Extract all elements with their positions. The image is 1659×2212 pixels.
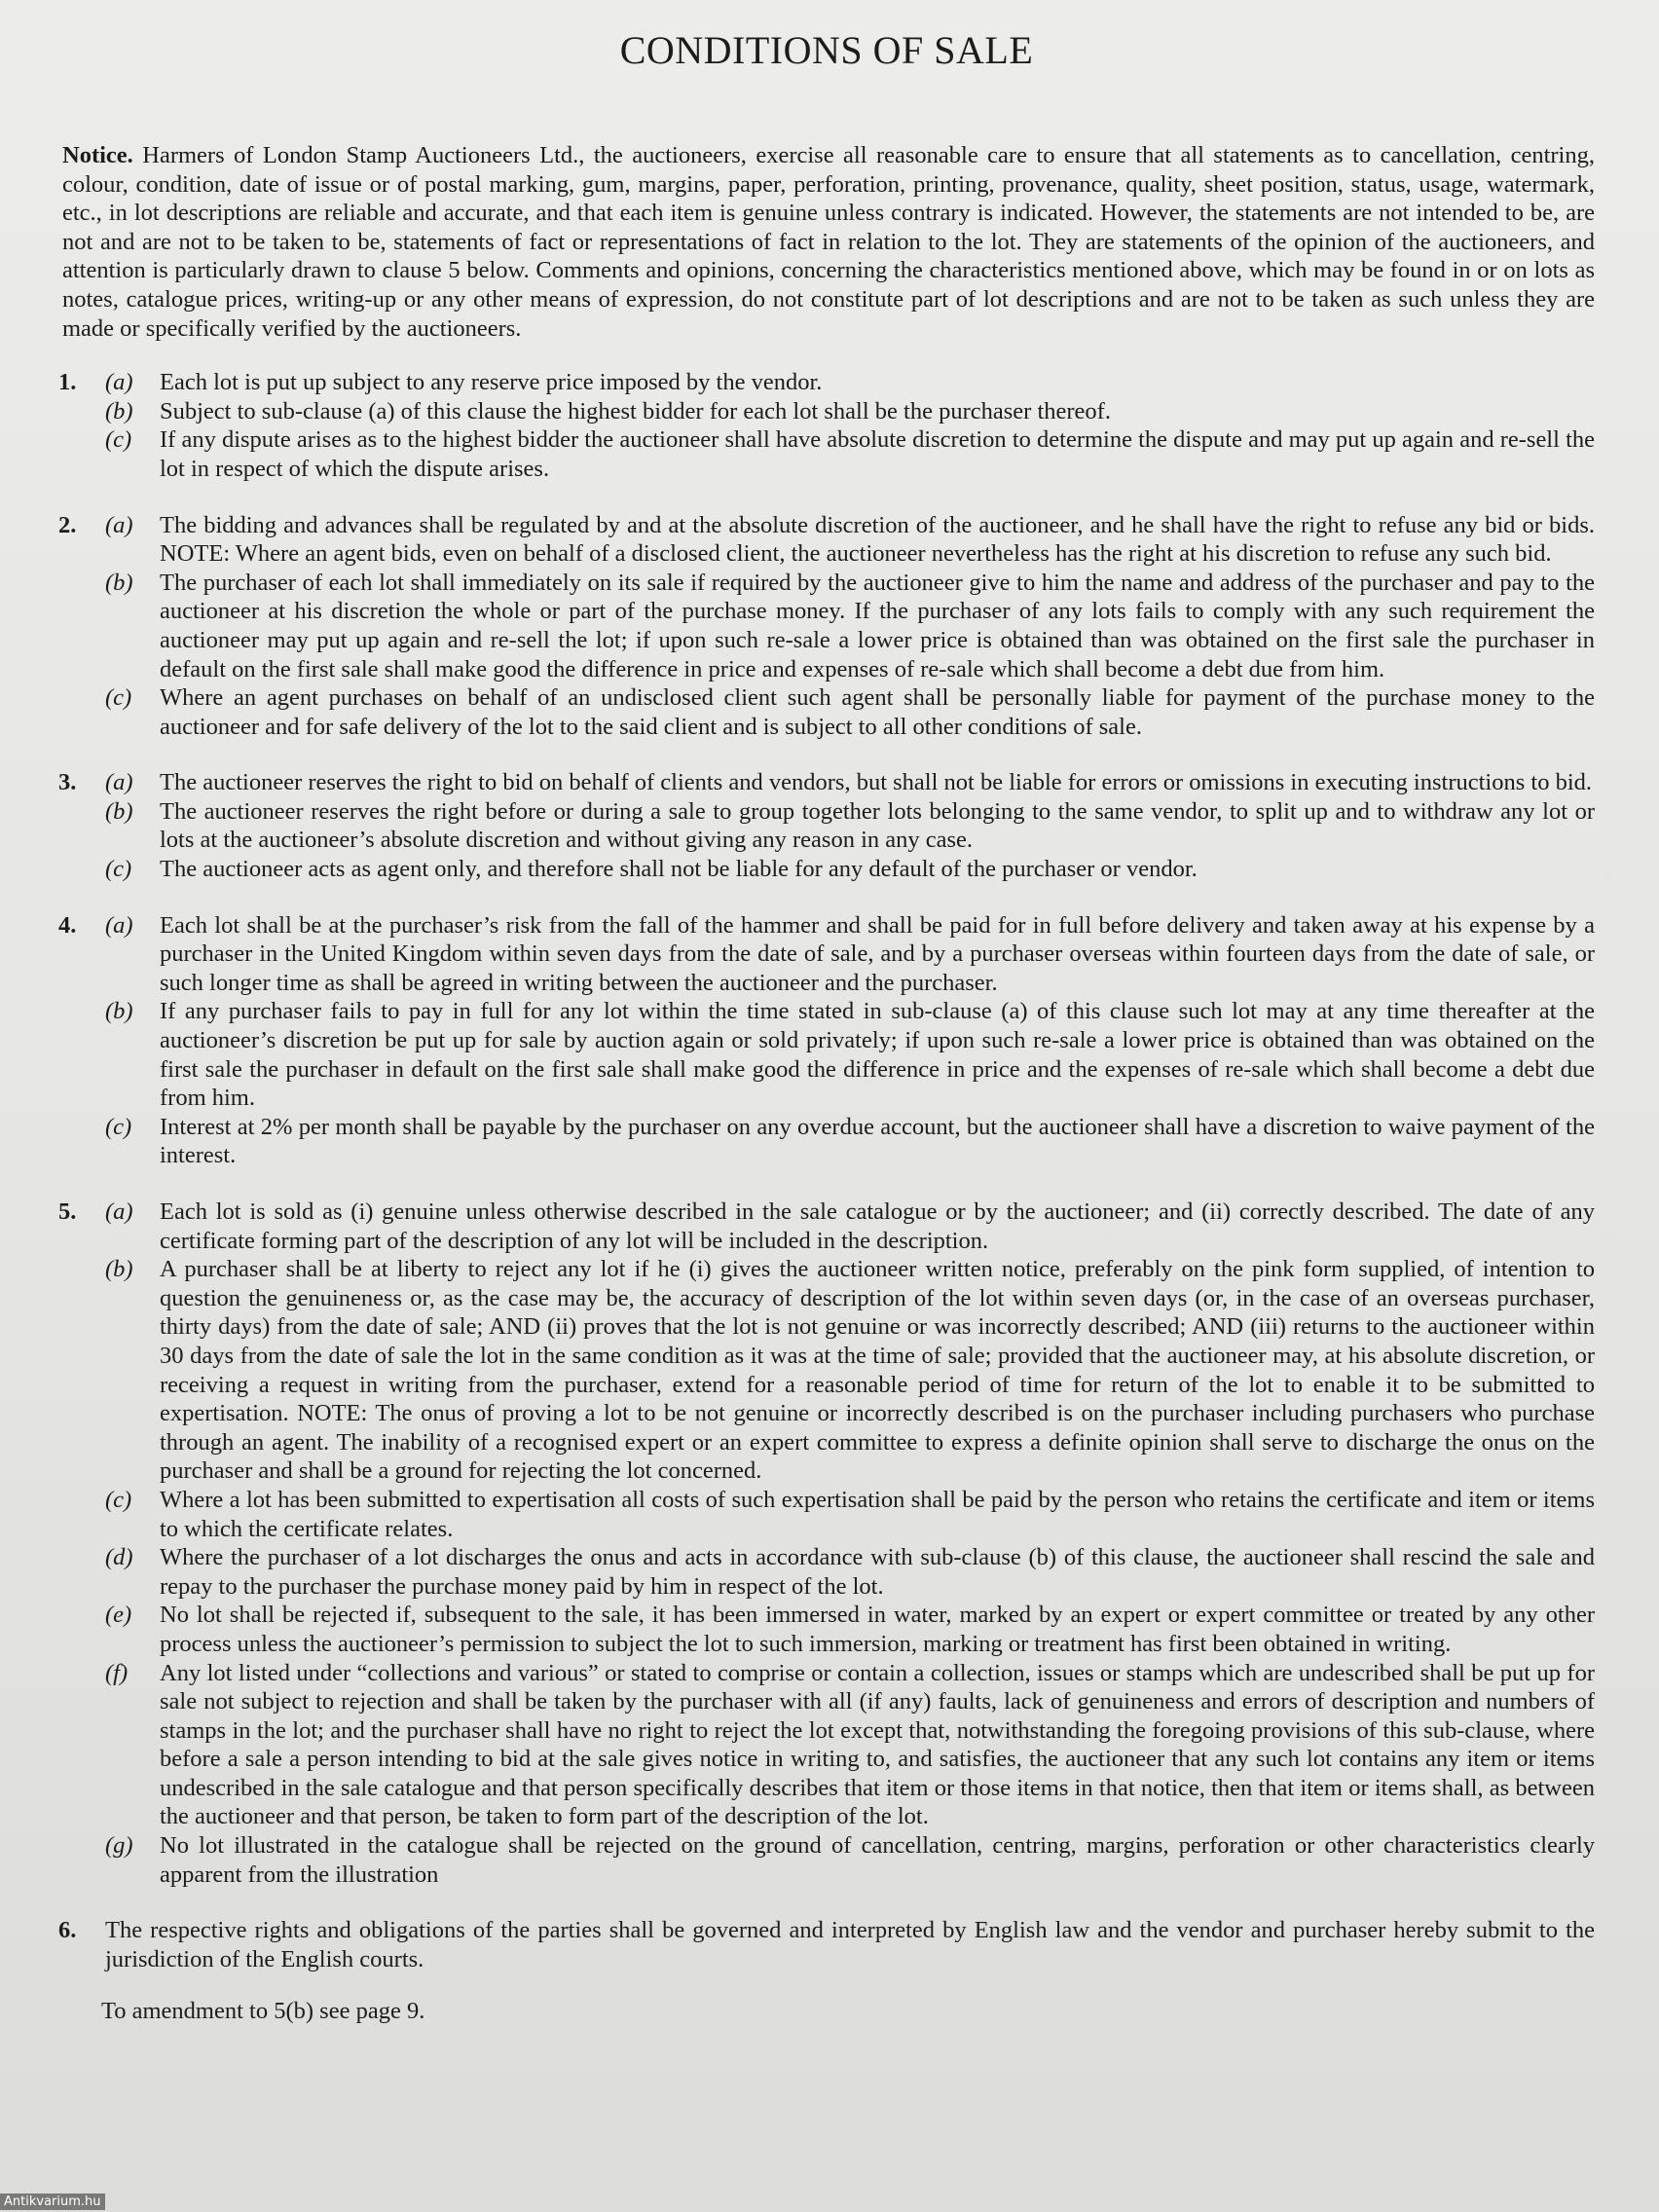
sub-clause-text: The purchaser of each lot shall immediately on its sale if required by the auctioneer give to him the name and address of the purchaser and pay to the auctioneer at his discretion the whole or part of the purchase money. If the purchaser of any lots fails to comply with any such requirement the auctioneer may put up again and re-sell the lot; if upon such re-sale a lower price is obtained than was obtained on the first sale the purchaser in default on the first sale shall make good the difference in price and expenses of re-sale which shall become a debt due from him.	[160, 569, 1595, 682]
sub-clause-text: Each lot shall be at the purchaser’s risk from the fall of the hammer and shall be paid for in full before delivery and taken away at his expense by a purchaser in the United Kingdom within seven days from the date of sale, and by a purchaser overseas within fourteen days from the date of sale, or such longer time as shall be agreed in writing between the auctioneer and the purchaser.	[160, 911, 1595, 996]
clause-body	[105, 768, 1595, 883]
sub-clause-text: The auctioneer acts as agent only, and therefore shall not be liable for any default of the purchaser or vendor.	[160, 856, 1198, 883]
sub-clause-text: Where a lot has been submitted to expertisation all costs of such expertisation shall be paid by the person who retains the certificate and item or items to which the certificate relates.	[160, 1486, 1595, 1542]
page-title: CONDITIONS OF SALE	[619, 28, 1034, 72]
sub-clause-text: Where an agent purchases on behalf of an undisclosed client such agent shall be personally liable for payment of the purchase money to the auctioneer and for safe delivery of the lot to the said client and is subject to all other conditions of sale.	[160, 684, 1595, 740]
clause-4	[58, 911, 1595, 1170]
notice-lead: Notice.	[62, 142, 133, 168]
sub-clause	[105, 1831, 1595, 1889]
sub-clause	[105, 511, 1595, 569]
sub-clause-text: No lot shall be rejected if, subsequent to the sale, it has been immersed in water, marked by an expert or expert committee or treated by any other process unless the auctioneer’s permission to subject the lot to such immersion, marking or treatment has first been obtained in writing.	[160, 1602, 1595, 1657]
sub-clause-letter: (e)	[105, 1602, 132, 1629]
clause-number: 4.	[58, 911, 77, 939]
sub-clause-letter: (b)	[105, 998, 133, 1025]
sub-clause-letter: (f)	[105, 1659, 129, 1686]
sub-clause-letter: (a)	[105, 769, 133, 796]
clause-body	[105, 511, 1595, 742]
clause-1	[58, 368, 1595, 483]
sub-clause	[105, 368, 1595, 397]
clause-number: 1.	[58, 369, 77, 396]
clause-number: 6.	[58, 1917, 77, 1944]
clause-number: 5.	[58, 1198, 77, 1225]
sub-clause-letter: (d)	[105, 1544, 133, 1571]
clause-body	[105, 368, 1595, 483]
sub-clause	[105, 569, 1595, 683]
sub-clause	[105, 911, 1595, 998]
sub-clause	[105, 1659, 1595, 1832]
sub-clause-text: A purchaser shall be at liberty to reject any lot if he (i) gives the auctioneer written notice, preferably on the pink form supplied, of intention to question the genuineness or, as the case may be, the accuracy of description of the lot within seven days (or, in the case of an overseas purchaser, thirty days) from the date of sale; AND (ii) proves that the lot is not genuine or was incorrectly described; AND (iii) returns to the auctioneer within 30 days from the date of sale the lot in the same condition as it was at the time of sale; provided that the auctioneer may, at his absolute discretion, or receiving a request in writing from the purchaser, extend for a reasonable period of time for return of the lot to enable it to be submitted to expertisation. NOTE: The onus of proving a lot to be not genuine or incorrectly described is on the purchaser including purchasers who purchase through an agent. The inability of a recognised expert or an expert committee to express a definite opinion shall serve to discharge the onus on the purchaser and shall be a ground for rejecting the lot concerned.	[160, 1256, 1595, 1485]
sub-clause-text: Where the purchaser of a lot discharges the onus and acts in accordance with sub-clause (b) of this clause, the auctioneer shall rescind the sale and repay to the purchaser the purchase money paid by him in respect of the lot.	[160, 1544, 1595, 1600]
clause-3	[58, 768, 1595, 883]
clause-2	[58, 511, 1595, 742]
sub-clause	[105, 1486, 1595, 1543]
sub-clause-letter: (a)	[105, 511, 133, 538]
notice-text: Harmers of London Stamp Auctioneers Ltd., the auctioneers, exercise all reasonable care to ensure that all statements as to cancellation, centring, colour, condition, date of issue or of postal marking, gum, margins, paper, perforation, printing, provenance, quality, sheet position, status, usage, watermark, etc., in lot descriptions are reliable and accurate, and that each item is genuine unless contrary is indicated. However, the statements are not intended to be, are not and are not to be taken to be, statements of fact or representations of fact in relation to the lot. They are statements of the opinion of the auctioneers, and attention is particularly drawn to clause 5 below. Comments and opinions, concerning the characteristics mentioned above, which may be found in or on lots as notes, catalogue prices, writing-up or any other means of expression, do not constitute part of lot descriptions and are not to be taken as such unless they are made or specifically verified by the auctioneers.	[62, 142, 1595, 342]
sub-clause	[105, 1113, 1595, 1170]
sub-clause	[105, 1255, 1595, 1486]
sub-clause-letter: (c)	[105, 684, 132, 712]
sub-clause	[105, 1198, 1595, 1255]
sub-clause-letter: (c)	[105, 426, 132, 454]
sub-clause	[105, 797, 1595, 855]
sub-clause-text: If any purchaser fails to pay in full for any lot within the time stated in sub-clause (a) of this clause such lot may at any time thereafter at the auctioneer’s discretion be put up for sale by auction again or sold privately; if upon such re-sale a lower price is obtained than was obtained on the first sale the purchaser in default on the first sale shall make good the difference in price and the expenses of re-sale which shall become a debt due from him.	[160, 998, 1595, 1112]
sub-clause-letter: (g)	[105, 1832, 133, 1860]
sub-clause-text: Interest at 2% per month shall be payable by the purchaser on any overdue account, but the auctioneer shall have a discretion to waive payment of the interest.	[160, 1113, 1595, 1169]
sub-clause-letter: (a)	[105, 1198, 133, 1225]
sub-clause	[105, 1601, 1595, 1658]
clause-body	[105, 1198, 1595, 1889]
sub-clause-text: Each lot is sold as (i) genuine unless otherwise described in the sale catalogue or by the auctioneer; and (ii) correctly described. The date of any certificate forming part of the description of any lot will be included in the description.	[160, 1198, 1595, 1254]
sub-clause-text: The bidding and advances shall be regulated by and at the absolute discretion of the auctioneer, and he shall have the right to refuse any bid or bids. NOTE: Where an agent bids, even on behalf of a disclosed client, the auctioneer nevertheless has the right at his discretion to refuse any such bid.	[160, 511, 1595, 568]
clause-6	[58, 1916, 1595, 1973]
sub-clause-text: The auctioneer reserves the right to bid on behalf of clients and vendors, but shall not be liable for errors or omissions in executing instructions to bid.	[160, 769, 1593, 796]
clause-number: 3.	[58, 769, 77, 796]
watermark-stamp: Antikvarium.hu	[0, 2194, 105, 2210]
sub-clause	[105, 768, 1595, 797]
sub-clause	[105, 425, 1595, 483]
clause-text: The respective rights and obligations of the parties shall be governed and interpreted by English law and the vendor and purchaser hereby submit to the jurisdiction of the English courts.	[105, 1917, 1595, 1972]
sub-clause	[105, 855, 1595, 884]
sub-clause-letter: (b)	[105, 569, 133, 596]
sub-clause	[105, 683, 1595, 741]
sub-clause-letter: (c)	[105, 1486, 132, 1513]
sub-clause-text: No lot illustrated in the catalogue shall be rejected on the ground of cancellation, centring, margins, perforation or other characteristics clearly apparent from the illustration	[160, 1832, 1595, 1888]
sub-clause-text: Each lot is put up subject to any reserve price imposed by the vendor.	[160, 369, 823, 396]
sub-clause-text: Subject to sub-clause (a) of this clause the highest bidder for each lot shall be the purchaser thereof.	[160, 397, 1111, 424]
amendment-note: To amendment to 5(b) see page 9.	[101, 1998, 425, 2025]
sub-clause	[105, 997, 1595, 1112]
sub-clause-letter: (b)	[105, 397, 133, 424]
sub-clause-letter: (a)	[105, 911, 133, 939]
sub-clause-letter: (b)	[105, 797, 133, 825]
sub-clause-letter: (c)	[105, 1113, 132, 1140]
clause-5	[58, 1198, 1595, 1889]
clause-body	[105, 911, 1595, 1170]
clauses-list	[58, 368, 1595, 1889]
sub-clause-text: If any dispute arises as to the highest bidder the auctioneer shall have absolute discretion to determine the dispute and may put up again and re-sell the lot in respect of which the dispute arises.	[160, 426, 1595, 482]
clause-number: 2.	[58, 511, 77, 538]
sub-clause-letter: (a)	[105, 369, 133, 396]
sub-clause-letter: (b)	[105, 1256, 133, 1283]
sub-clause-text: The auctioneer reserves the right before or during a sale to group together lots belonging to the same vendor, to split up and to withdraw any lot or lots at the auctioneer’s absolute discretion and without giving any reason in any case.	[160, 797, 1595, 854]
sub-clause	[105, 1543, 1595, 1601]
notice-paragraph	[62, 141, 1595, 343]
sub-clause	[105, 397, 1595, 426]
sub-clause-text: Any lot listed under “collections and various” or stated to comprise or contain a collection, issues or stamps which are undescribed shall be put up for sale not subject to rejection and shall be taken by the purchaser with all (if any) faults, lack of genuineness and errors of description and numbers of stamps in the lot; and the purchaser shall have no right to reject the lot except that, notwithstanding the foregoing provisions of this sub-clause, where before a sale a person intending to bid at the sale gives notice in writing to, and satisfies, the auctioneer that any such lot contains any item or items undescribed in the sale catalogue and that person specifically describes that item or those items in that notice, then that item or items shall, as between the auctioneer and that person, be taken to form part of the description of the lot.	[160, 1659, 1595, 1830]
sub-clause-letter: (c)	[105, 856, 132, 883]
